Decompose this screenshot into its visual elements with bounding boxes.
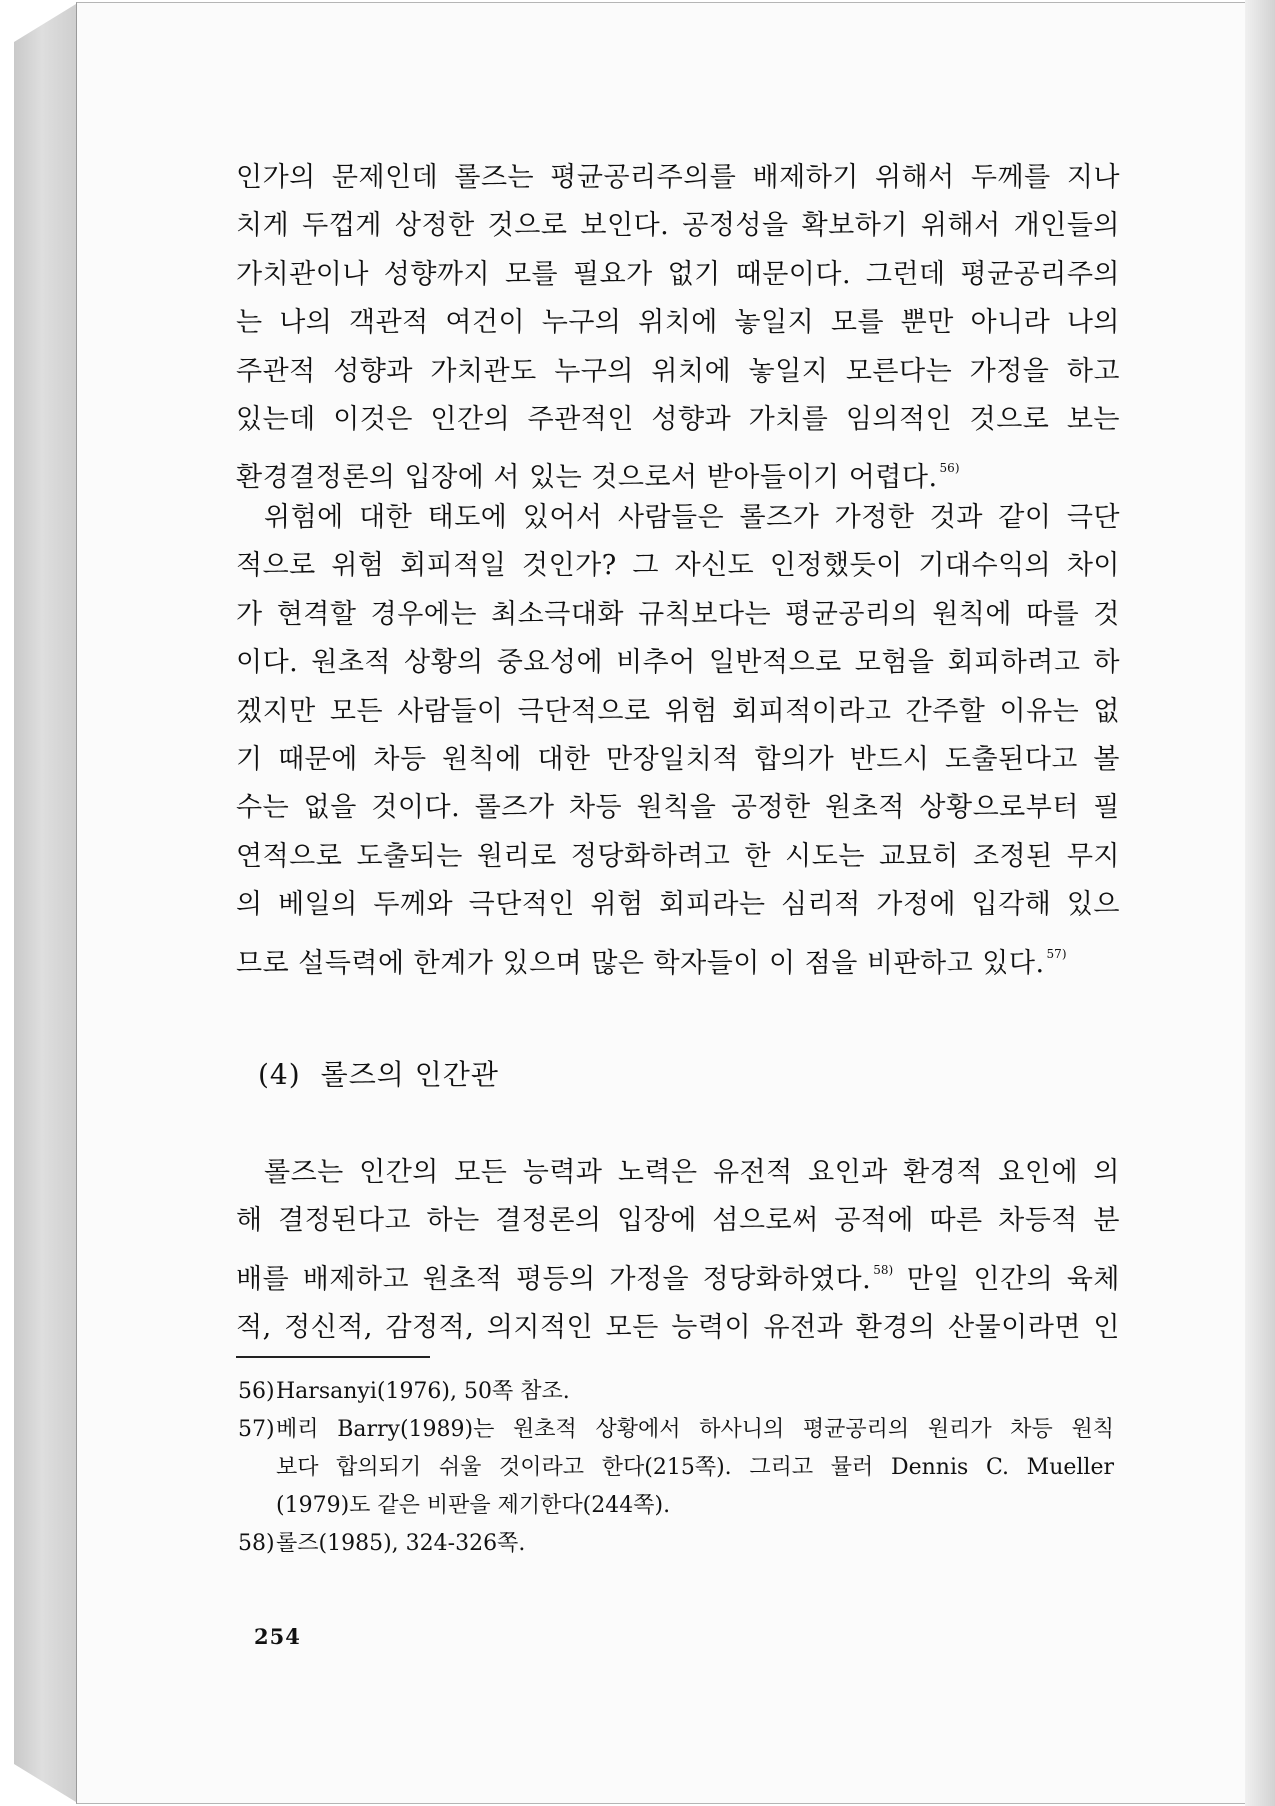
footnotes [238,1373,1114,1563]
text-line: 인가의 문제인데 롤즈는 평균공리주의를 배제하기 위해서 두께를 지나 [236,162,1120,193]
footnote-text [276,1411,1114,1525]
text-line: 가 현격할 경우에는 최소극대화 규칙보다는 평균공리의 원칙에 따를 것 [236,598,1120,630]
text-line: 이다. 원초적 상황의 중요성에 비추어 일반적으로 모험을 회피하려고 하 [236,647,1120,679]
footnote-number: 57) [238,1417,275,1442]
text-line: 는 나의 객관적 여건이 누구의 위치에 놓일지 모를 뿐만 아니라 나의 [236,307,1120,339]
footnote-57 [238,1411,1114,1525]
book-spine [14,4,76,1802]
text-segment: 만일 인간의 육체 [893,1263,1120,1295]
paragraph-1 [236,154,1120,503]
page-number: 254 [254,1624,301,1649]
text-line [236,930,1120,988]
text-line: 치게 두껍게 상정한 것으로 보인다. 공정성을 확보하기 위해서 개인들의 [236,210,1120,242]
footnote-58 [238,1525,1114,1563]
footnote-number: 58) [238,1531,275,1556]
footnote-ref-57[interactable]: 57) [1046,946,1067,961]
footnote-line: 베리 Barry(1989)는 원초적 상황에서 하사니의 평균공리의 원리가 차등 원칙 [276,1417,1114,1442]
footnote-line: Harsanyi(1976), 50쪽 참조. [276,1379,570,1404]
text-segment: 배를 배제하고 원초적 평등의 가정을 정당화하였다. [236,1263,872,1295]
text-line: 있는데 이것은 인간의 주관적인 성향과 가치를 임의적인 것으로 보는 [236,404,1120,436]
text-line: 위험에 대한 태도에 있어서 사람들은 롤즈가 가정한 것과 같이 극단 [264,502,1120,533]
footnote-text [276,1525,1114,1563]
text-line-content: 므로 설득력에 한계가 있으며 많은 학자들이 이 점을 비판하고 있다. [236,947,1045,979]
paragraph-3 [236,1149,1120,1353]
text-line: 가치관이나 성향까지 모를 필요가 없기 때문이다. 그런데 평균공리주의 [236,258,1120,290]
text-line: 연적으로 도출되는 원리로 정당화하려고 한 시도는 교묘히 조정된 무지 [236,840,1120,872]
footnote-text [276,1373,1114,1411]
footnote-ref-56[interactable]: 56) [939,461,960,476]
paragraph-2 [236,494,1120,988]
text-line [236,1246,1120,1304]
footnote-line: 보다 합의되기 쉬울 것이라고 한다(215쪽). 그리고 뮬러 Dennis C. Mueller [276,1455,1114,1480]
footnote-56 [238,1373,1114,1411]
text-line: 롤즈는 인간의 모든 능력과 노력은 유전적 요인과 환경적 요인에 의 [264,1157,1120,1188]
footnote-divider [236,1356,430,1358]
text-line: 해 결정된다고 하는 결정론의 입장에 섬으로써 공적에 따른 차등적 분 [236,1205,1120,1237]
footnote-line: 롤즈(1985), 324-326쪽. [276,1531,526,1556]
text-line: 적으로 위험 회피적일 것인가? 그 자신도 인정했듯이 기대수익의 차이 [236,550,1120,582]
footnote-line: (1979)도 같은 비판을 제기한다(244쪽). [276,1493,671,1518]
text-line: 수는 없을 것이다. 롤즈가 차등 원칙을 공정한 원초적 상황으로부터 필 [236,792,1120,824]
text-line: 적, 정신적, 감정적, 의지적인 모든 능력이 유전과 환경의 산물이라면 인 [236,1312,1120,1344]
page-edge-shadow [1245,0,1275,1806]
text-line: 의 베일의 두께와 극단적인 위험 회피라는 심리적 가정에 입각해 있으 [236,889,1120,921]
section-number: (4) [258,1058,301,1091]
text-line: 주관적 성향과 가치관도 누구의 위치에 놓일지 모른다는 가정을 하고 [236,355,1120,387]
section-heading [258,1053,499,1093]
footnote-number: 56) [238,1379,275,1404]
text-line: 겠지만 모든 사람들이 극단적으로 위험 회피적이라고 간주할 이유는 없 [236,695,1120,727]
text-line: 기 때문에 차등 원칙에 대한 만장일치적 합의가 반드시 도출된다고 볼 [236,744,1120,776]
section-title: 롤즈의 인간관 [320,1058,499,1091]
footnote-ref-58[interactable]: 58) [873,1262,894,1277]
text-line-content: 환경결정론의 입장에 서 있는 것으로서 받아들이기 어렵다. [236,462,938,494]
